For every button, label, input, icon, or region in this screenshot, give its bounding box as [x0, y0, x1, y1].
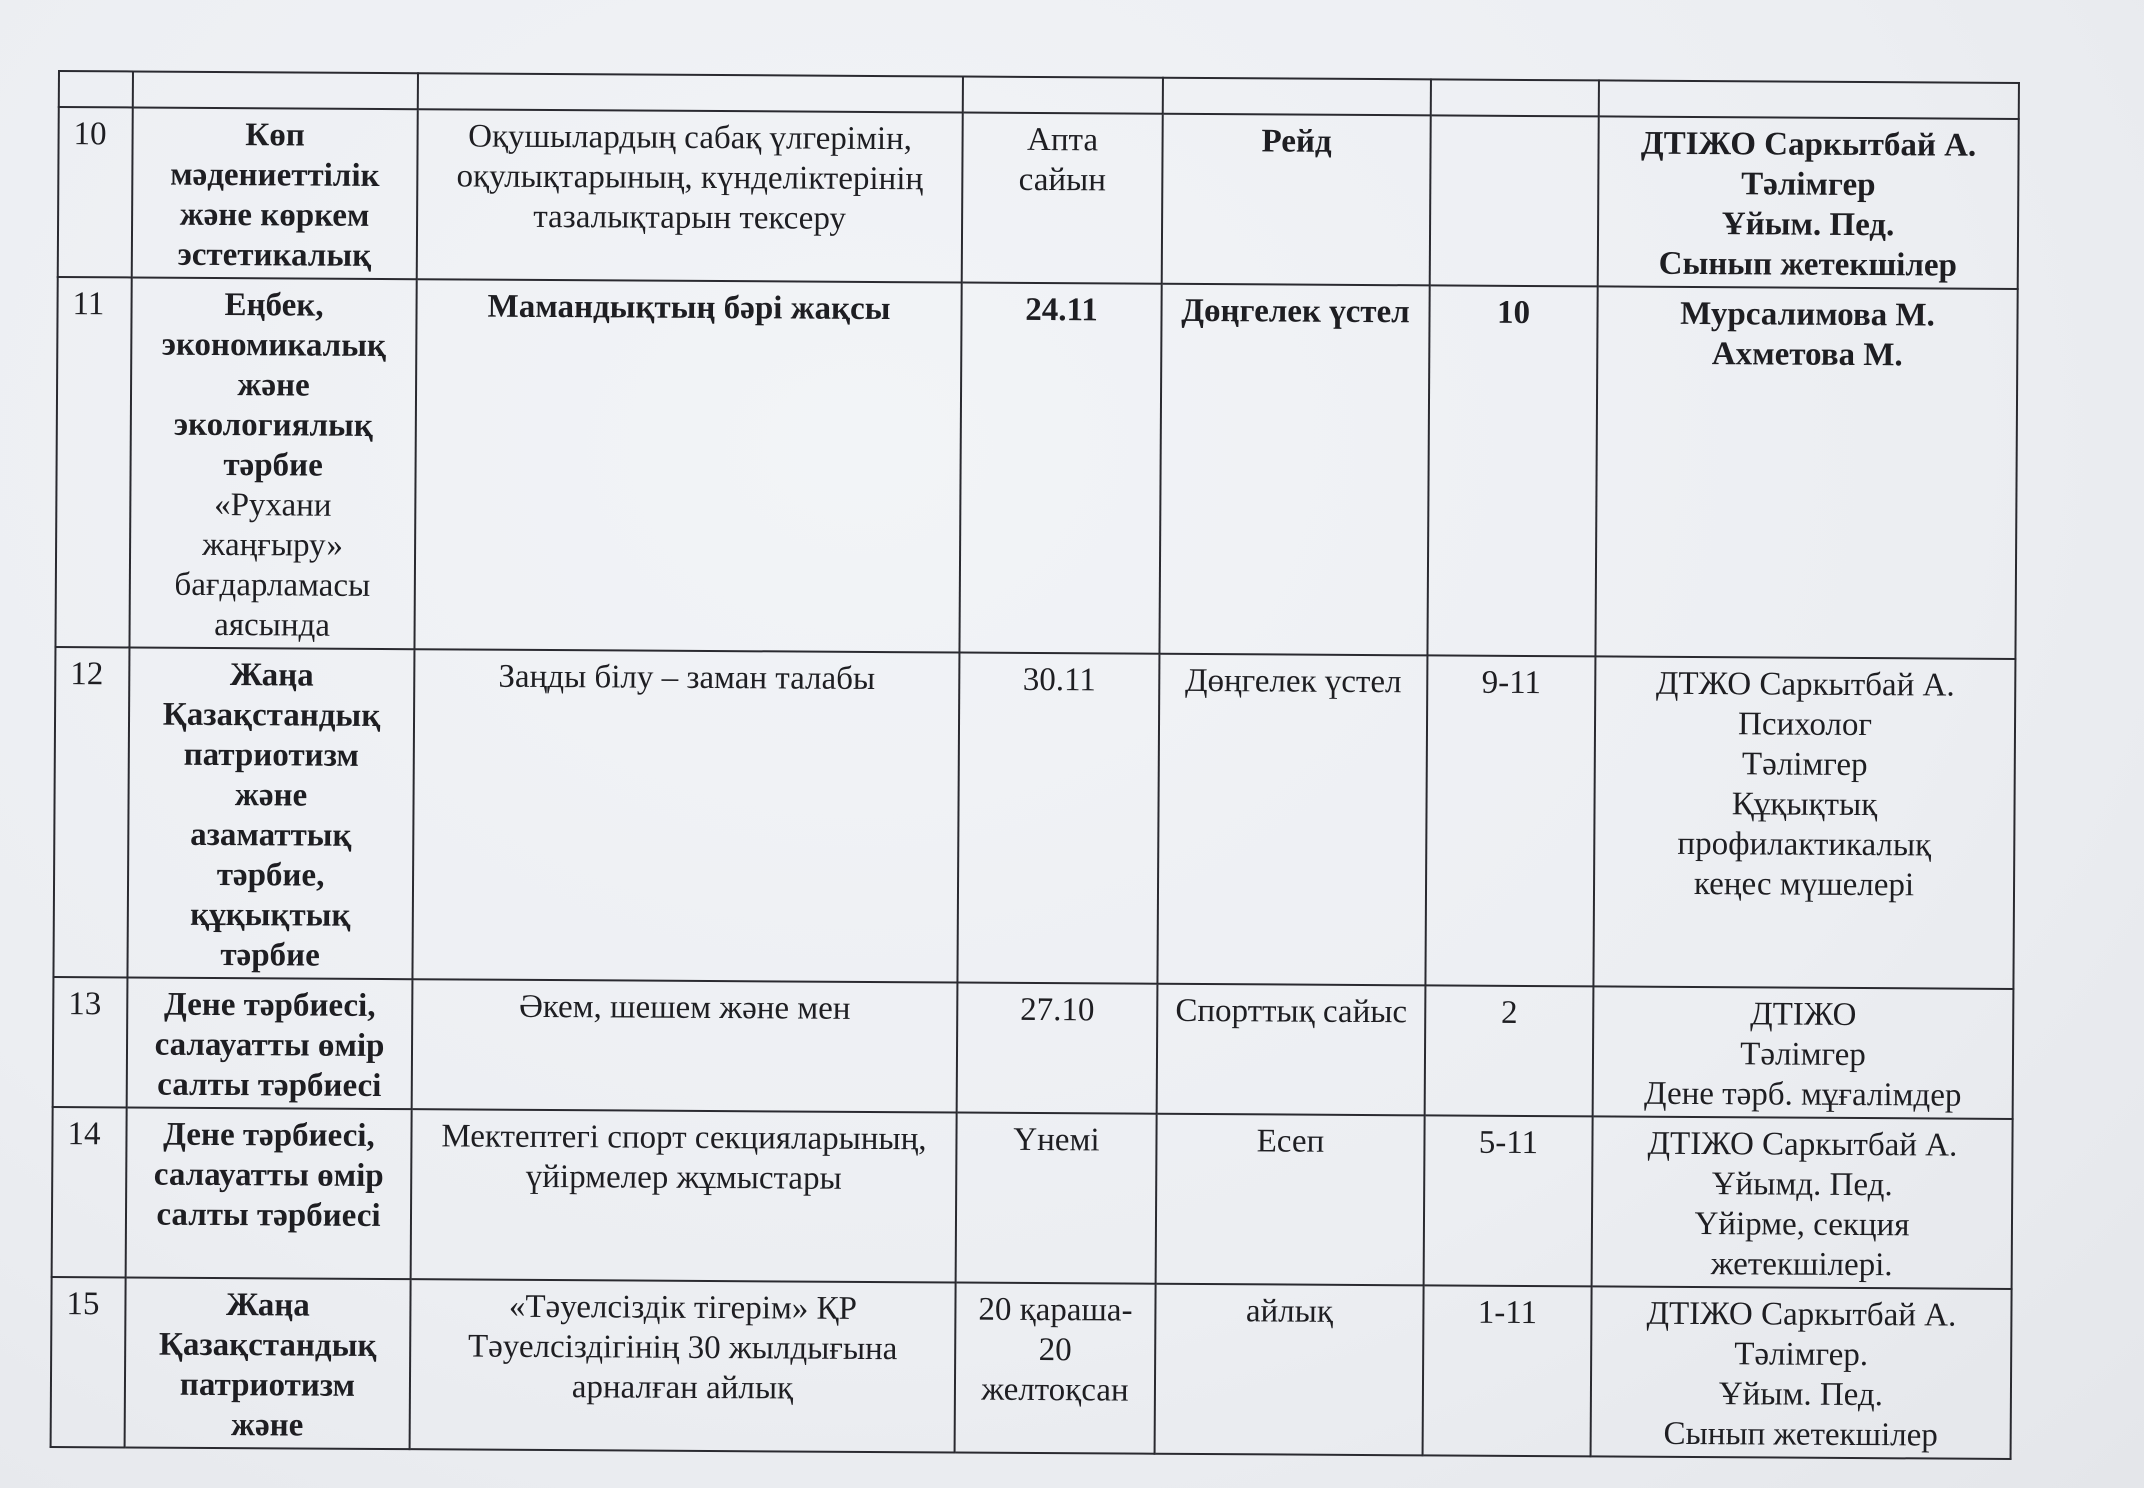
- table-row: [55, 277, 2017, 659]
- date-cell: Апта сайын: [962, 113, 1163, 284]
- form-cell: Спорттық сайыс: [1157, 984, 1426, 1116]
- table-row: [58, 107, 2019, 289]
- grade-cell: 5-11: [1424, 1115, 1593, 1286]
- grade-cell: 2: [1425, 985, 1594, 1116]
- form-cell: Дөңгелек үстел: [1157, 654, 1427, 986]
- direction-cell: Жаңа Қазақстандық патриотизм және азаматтық тәрбие, құқықтық тәрбие: [127, 647, 414, 979]
- date-cell: 24.11: [959, 283, 1161, 654]
- table-row: [53, 647, 2015, 989]
- date-cell: 27.10: [957, 983, 1158, 1114]
- responsible-cell: ДТІЖО Саркытбай А. Тәлімгер Ұйым. Пед. Сынып жетекшілер: [1598, 116, 2019, 289]
- date-cell: 30.11: [957, 653, 1159, 984]
- table-row: [51, 1277, 2012, 1459]
- direction-cell: Жаңа Қазақстандық патриотизм және: [125, 1277, 411, 1449]
- event-cell: Мамандықтың бәрі жақсы: [414, 279, 961, 652]
- event-cell: Заңды білу – заман талабы: [412, 649, 959, 982]
- grade-cell: 9-11: [1425, 655, 1595, 986]
- responsible-cell: Мурсалимова М. Ахметова М.: [1595, 286, 2017, 659]
- grade-cell: 10: [1427, 285, 1597, 656]
- responsible-cell: ДТІЖО Саркытбай А. Тәлімгер. Ұйым. Пед. Сынып жетекшілер: [1591, 1286, 2012, 1459]
- table-row: [53, 977, 2014, 1119]
- event-cell: «Тәуелсіздік тігерім» ҚР Тәуелсіздігінің 30 жылдығына арналған айлық: [410, 1279, 956, 1452]
- event-cell: Әкем, шешем және мен: [412, 979, 958, 1112]
- row-number: 14: [52, 1107, 127, 1277]
- form-cell: Дөңгелек үстел: [1159, 284, 1429, 656]
- direction-cell: Көп мәдениеттілік және көркем эстетикалық: [132, 107, 418, 279]
- row-number: 12: [53, 647, 129, 977]
- event-plan-table: [50, 70, 2020, 1460]
- direction-cell: Еңбек, экономикалық және экологиялық тәрбие «Рухани жаңғыру» бағдарламасы аясында: [129, 277, 416, 649]
- row-number: 15: [51, 1277, 126, 1447]
- direction-cell: Дене тәрбиесі, салауатты өмір салты тәрбиесі: [127, 977, 413, 1109]
- responsible-cell: ДТЖО Саркытбай А. Психолог Тәлімгер Құқықтық профилактикалық кеңес мүшелері: [1593, 656, 2015, 989]
- direction-cell: Дене тәрбиесі, салауатты өмір салты тәрбиесі: [126, 1107, 412, 1279]
- responsible-cell: ДТІЖО Саркытбай А. Ұйымд. Пед. Үйірме, секция жетекшілері.: [1592, 1116, 2013, 1289]
- row-number: 13: [53, 977, 128, 1107]
- row-number: 11: [55, 277, 131, 647]
- form-cell: Рейд: [1162, 114, 1431, 286]
- event-cell: Оқушылардың сабақ үлгерімін, оқулықтарының, күнделіктерінің тазалықтарын тексеру: [417, 109, 963, 282]
- date-cell: 20 қараша- 20 желтоқсан: [955, 1283, 1156, 1454]
- form-cell: Есеп: [1156, 1114, 1425, 1286]
- table-row: [52, 1107, 2013, 1289]
- form-cell: айлық: [1155, 1284, 1424, 1456]
- grade-cell: 1-11: [1423, 1285, 1592, 1456]
- responsible-cell: ДТІЖО Тәлімгер Дене тәрб. мұғалімдер: [1593, 986, 2014, 1119]
- row-number: 10: [58, 107, 133, 277]
- grade-cell: [1430, 115, 1599, 286]
- event-cell: Мектептегі спорт секцияларының, үйірмелер жұмыстары: [411, 1109, 957, 1282]
- date-cell: Үнемі: [956, 1113, 1157, 1284]
